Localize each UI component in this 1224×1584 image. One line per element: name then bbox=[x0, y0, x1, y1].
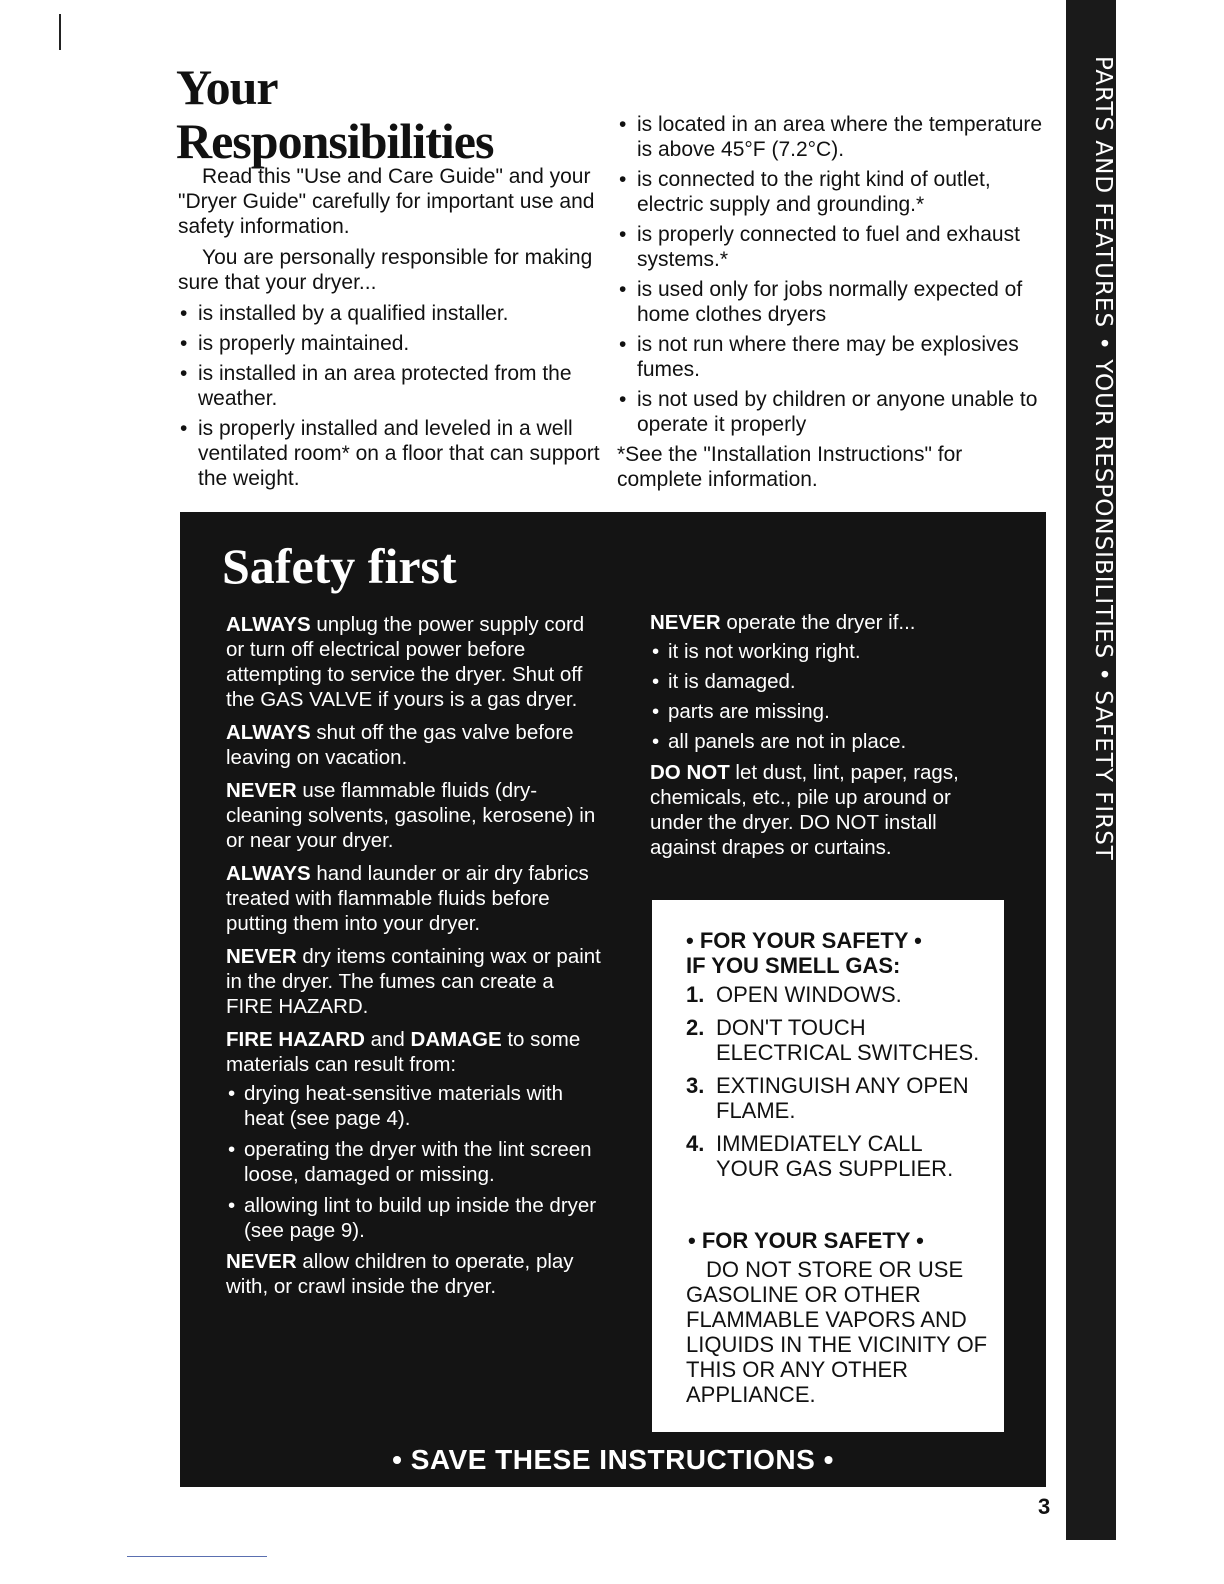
safety-title: Safety first bbox=[222, 538, 457, 594]
storage-line-rest: GASOLINE OR OTHER FLAMMABLE VAPORS AND LIQUIDS IN THE VICINITY OF THIS OR ANY OTHER APPLIANCE. bbox=[686, 1282, 988, 1407]
safety-paragraph bbox=[650, 610, 1000, 635]
warning-keyword: NEVER bbox=[226, 779, 297, 802]
safety-paragraph bbox=[226, 612, 606, 712]
warning-keyword: DO NOT bbox=[650, 761, 730, 784]
list-item bbox=[686, 1073, 986, 1123]
list-item: • is connected to the right kind of outlet, electric supply and grounding.* bbox=[617, 167, 1045, 217]
list-item: • is not run where there may be explosives fumes. bbox=[617, 332, 1045, 382]
list-item bbox=[686, 1131, 986, 1181]
gas-safety-notice bbox=[652, 900, 1004, 1432]
safety-text: allow children to operate, play with, or crawl inside the dryer. bbox=[226, 1250, 574, 1298]
list-item: • it is damaged. bbox=[650, 669, 1000, 694]
installation-footnote: *See the "Installation Instructions" for complete information. bbox=[617, 443, 963, 491]
list-item: • is not used by children or anyone unable to operate it properly bbox=[617, 387, 1045, 437]
notice-header: • FOR YOUR SAFETY • bbox=[688, 1228, 924, 1253]
warning-keyword: NEVER bbox=[226, 945, 297, 968]
list-item: • it is not working right. bbox=[650, 639, 1000, 664]
responsibilities-right-column bbox=[617, 112, 1045, 498]
storage-notice bbox=[686, 1228, 996, 1407]
safety-text: dry items containing wax or paint in the dryer. The fumes can create a FIRE HAZARD. bbox=[226, 945, 601, 1018]
storage-line1: DO NOT STORE OR USE bbox=[706, 1257, 964, 1282]
do-not-operate-list bbox=[650, 639, 1000, 754]
step-number: 3. bbox=[686, 1073, 705, 1098]
notice-subheader: IF YOU SMELL GAS: bbox=[686, 953, 901, 978]
step-number: 4. bbox=[686, 1131, 705, 1156]
responsibilities-right-list bbox=[617, 112, 1045, 437]
responsibilities-title-line1: Your bbox=[176, 59, 278, 115]
warning-keyword: ALWAYS bbox=[226, 613, 311, 636]
responsibilities-left-list bbox=[178, 301, 604, 491]
list-item: • is properly installed and leveled in a well ventilated room* on a floor that can support the weight. bbox=[178, 416, 604, 491]
safety-paragraph bbox=[226, 1027, 606, 1077]
list-item: • is used only for jobs normally expected of home clothes dryers bbox=[617, 277, 1045, 327]
list-item: • is installed in an area protected from the weather. bbox=[178, 361, 604, 411]
storage-notice-text bbox=[686, 1257, 996, 1407]
step-text: OPEN WINDOWS. bbox=[716, 982, 902, 1007]
safety-paragraph bbox=[226, 861, 606, 936]
list-item: • is properly connected to fuel and exhaust systems.* bbox=[617, 222, 1045, 272]
warning-keyword: DAMAGE bbox=[410, 1028, 502, 1051]
list-item: • is located in an area where the temperature is above 45°F (7.2°C). bbox=[617, 112, 1045, 162]
warning-keyword: NEVER bbox=[650, 611, 721, 634]
warning-keyword: FIRE HAZARD bbox=[226, 1028, 365, 1051]
safety-paragraph bbox=[226, 1249, 606, 1299]
margin-mark bbox=[59, 14, 61, 50]
safety-text: to some materials can result from: bbox=[226, 1028, 581, 1076]
safety-first-panel bbox=[180, 512, 1046, 1487]
safety-right-column bbox=[650, 610, 1000, 868]
safety-text: unplug the power supply cord or turn off electrical power before attempting to service the dryer. Shut off the GAS VALVE if yours is a gas dryer. bbox=[226, 613, 585, 711]
step-number: 1. bbox=[686, 982, 705, 1007]
step-text: EXTINGUISH ANY OPEN FLAME. bbox=[716, 1073, 969, 1123]
safety-text: let dust, lint, paper, rags, chemicals, etc., pile up around or under the dryer. DO NOT install against drapes or curtains. bbox=[650, 761, 959, 859]
responsibilities-intro: Read this "Use and Care Guide" and your "Dryer Guide" carefully for important use and safety information. bbox=[178, 165, 595, 238]
responsibilities-title bbox=[176, 60, 493, 168]
responsibilities-title-line2: Responsibilities bbox=[176, 113, 494, 169]
list-item: • allowing lint to build up inside the dryer (see page 9). bbox=[226, 1193, 606, 1243]
safety-text: use flammable fluids (dry-cleaning solvents, gasoline, kerosene) in or near your dryer. bbox=[226, 779, 596, 852]
list-item: • parts are missing. bbox=[650, 699, 1000, 724]
list-item: • all panels are not in place. bbox=[650, 729, 1000, 754]
section-tab-label: PARTS AND FEATURES • YOUR RESPONSIBILITIES • SAFETY FIRST bbox=[1090, 56, 1116, 861]
fire-hazard-list bbox=[226, 1081, 606, 1243]
list-item: • is installed by a qualified installer. bbox=[178, 301, 604, 326]
list-item bbox=[686, 1015, 986, 1065]
safety-text: hand launder or air dry fabrics treated with flammable fluids before putting them into your dryer. bbox=[226, 862, 589, 935]
safety-paragraph bbox=[226, 720, 606, 770]
safety-left-column bbox=[226, 612, 606, 1307]
notice-header: • FOR YOUR SAFETY • bbox=[686, 928, 922, 953]
step-number: 2. bbox=[686, 1015, 705, 1040]
gas-smell-notice bbox=[686, 928, 986, 1189]
safety-text: shut off the gas valve before leaving on vacation. bbox=[226, 721, 574, 769]
footer-rule bbox=[127, 1556, 267, 1557]
step-text: IMMEDIATELY CALL YOUR GAS SUPPLIER. bbox=[716, 1131, 954, 1181]
list-item: • is properly maintained. bbox=[178, 331, 604, 356]
safety-paragraph bbox=[226, 944, 606, 1019]
safety-paragraph bbox=[650, 760, 1000, 860]
step-text: DON'T TOUCH ELECTRICAL SWITCHES. bbox=[716, 1015, 980, 1065]
safety-text: and bbox=[364, 1028, 411, 1051]
safety-paragraph bbox=[226, 778, 606, 853]
safety-text: operate the dryer if... bbox=[720, 611, 916, 634]
list-item: • operating the dryer with the lint screen loose, damaged or missing. bbox=[226, 1137, 606, 1187]
gas-steps-list bbox=[686, 982, 986, 1181]
warning-keyword: ALWAYS bbox=[226, 862, 311, 885]
save-instructions: • SAVE THESE INSTRUCTIONS • bbox=[392, 1444, 834, 1475]
responsibilities-lead: You are personally responsible for making sure that your dryer... bbox=[178, 246, 593, 294]
page-number: 3 bbox=[1038, 1494, 1051, 1519]
list-item bbox=[686, 982, 986, 1007]
warning-keyword: ALWAYS bbox=[226, 721, 311, 744]
responsibilities-left-column bbox=[178, 164, 604, 496]
list-item: • drying heat-sensitive materials with heat (see page 4). bbox=[226, 1081, 606, 1131]
warning-keyword: NEVER bbox=[226, 1250, 297, 1273]
